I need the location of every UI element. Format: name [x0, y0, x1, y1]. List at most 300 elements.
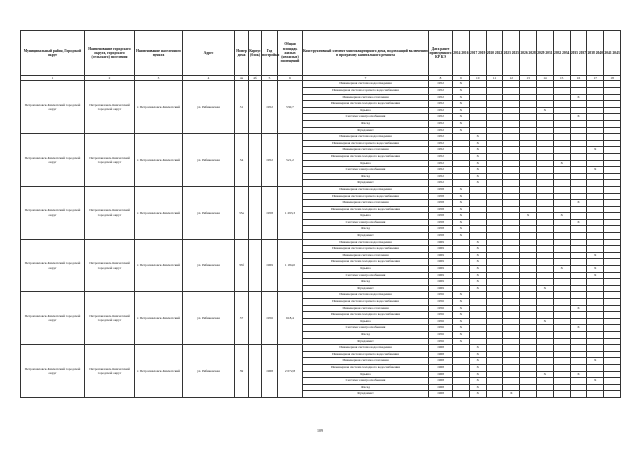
column-number: 12	[503, 76, 520, 81]
element-cell: Фундамент	[303, 285, 429, 292]
period-cell	[604, 226, 621, 233]
period-cell	[453, 378, 470, 385]
period-cell	[536, 147, 553, 154]
period-cell	[553, 81, 570, 88]
column-header: Адрес	[183, 31, 235, 76]
period-cell	[570, 226, 587, 233]
period-cell	[503, 331, 520, 338]
period-cell	[587, 186, 604, 193]
period-cell	[453, 384, 470, 391]
period-cell	[553, 325, 570, 332]
period-cell	[520, 206, 537, 213]
column-header: 2023 2025	[503, 31, 520, 76]
period-cell	[570, 378, 587, 385]
period-cell	[520, 88, 537, 95]
period-cell	[520, 173, 537, 180]
period-cell	[570, 259, 587, 266]
period-cell	[553, 186, 570, 193]
period-cell	[604, 147, 621, 154]
locality-cell: г. Петропавловск-Камчатский	[135, 81, 183, 134]
period-cell	[570, 345, 587, 352]
period-cell	[553, 252, 570, 259]
element-cell: Инженерная система горячего водоснабжения	[303, 351, 429, 358]
prior-repair-date-cell: 1952	[429, 134, 453, 141]
period-mark: X	[453, 292, 470, 299]
period-cell	[486, 364, 503, 371]
period-cell	[486, 384, 503, 391]
period-cell	[604, 371, 621, 378]
period-mark: X	[570, 94, 587, 101]
period-cell	[536, 378, 553, 385]
locality-cell: г. Петропавловск-Камчатский	[135, 186, 183, 239]
period-cell	[486, 226, 503, 233]
period-cell	[503, 384, 520, 391]
address-cell: ул. Рябиковская	[183, 345, 235, 398]
prior-repair-date-cell: 1956	[429, 312, 453, 319]
period-cell	[587, 160, 604, 167]
period-cell	[469, 94, 486, 101]
period-mark: X	[453, 318, 470, 325]
period-cell	[570, 206, 587, 213]
period-mark: X	[469, 252, 486, 259]
period-cell	[486, 378, 503, 385]
period-cell	[553, 206, 570, 213]
block-cell	[249, 239, 262, 292]
element-cell: Инженерная система водоотведения	[303, 81, 429, 88]
period-cell	[503, 252, 520, 259]
column-number: 11	[486, 76, 503, 81]
column-header: Муниципальный район, Городской округ	[21, 31, 85, 76]
period-mark: X	[469, 391, 486, 398]
column-number: 5	[262, 76, 278, 81]
prior-repair-date-cell: 1952	[429, 81, 453, 88]
prior-repair-date-cell: 1958	[429, 200, 453, 207]
period-cell	[604, 292, 621, 299]
prior-repair-date-cell: 1958	[429, 186, 453, 193]
prior-repair-date-cell: 1969	[429, 252, 453, 259]
prior-repair-date-cell: 1968	[429, 358, 453, 365]
prior-repair-date-cell: 1952	[429, 180, 453, 187]
period-cell	[587, 173, 604, 180]
period-cell	[604, 331, 621, 338]
period-mark: X	[469, 173, 486, 180]
column-header: Дата ранее проведенного КР КЭ	[429, 31, 453, 76]
prior-repair-date-cell: 1968	[429, 371, 453, 378]
period-cell	[587, 226, 604, 233]
period-cell	[503, 94, 520, 101]
period-cell	[536, 193, 553, 200]
element-cell: Инженерная система отопления	[303, 200, 429, 207]
element-cell: Инженерная система холодного водоснабжения	[303, 153, 429, 160]
period-cell	[520, 325, 537, 332]
column-number: 17	[587, 76, 604, 81]
period-cell	[553, 173, 570, 180]
house-number-cell: 39	[235, 345, 249, 398]
period-cell	[570, 134, 587, 141]
period-cell	[520, 180, 537, 187]
period-cell	[570, 180, 587, 187]
period-cell	[570, 364, 587, 371]
block-cell	[249, 186, 262, 239]
period-cell	[520, 193, 537, 200]
period-mark: X	[570, 325, 587, 332]
prior-repair-date-cell: 1969	[429, 246, 453, 253]
period-cell	[570, 239, 587, 246]
period-cell	[520, 259, 537, 266]
period-cell	[587, 345, 604, 352]
period-cell	[570, 318, 587, 325]
period-cell	[604, 81, 621, 88]
element-cell: Крыша	[303, 160, 429, 167]
period-cell	[469, 219, 486, 226]
period-cell	[486, 114, 503, 121]
element-cell: Фасад	[303, 331, 429, 338]
period-cell	[570, 358, 587, 365]
period-cell	[503, 299, 520, 306]
period-cell	[536, 252, 553, 259]
period-cell	[520, 358, 537, 365]
period-cell	[536, 94, 553, 101]
period-cell	[587, 94, 604, 101]
period-cell	[587, 292, 604, 299]
period-cell	[503, 285, 520, 292]
build-year-cell: 1958	[262, 186, 278, 239]
period-mark: X	[469, 160, 486, 167]
period-mark: X	[469, 147, 486, 154]
column-number: 2	[85, 76, 135, 81]
prior-repair-date-cell: 1952	[429, 101, 453, 108]
period-cell	[503, 345, 520, 352]
period-cell	[604, 279, 621, 286]
table-row	[21, 292, 621, 299]
prior-repair-date-cell: 1958	[429, 219, 453, 226]
period-cell	[453, 246, 470, 253]
period-cell	[553, 391, 570, 398]
address-cell: ул. Рябиковская	[183, 134, 235, 187]
period-cell	[469, 312, 486, 319]
period-cell	[536, 345, 553, 352]
period-cell	[503, 246, 520, 253]
period-mark: X	[453, 88, 470, 95]
period-cell	[469, 213, 486, 220]
column-header: Конструктивный элемент многоквартирного дома, подлежащий включению в программу капитального ремонта	[303, 31, 429, 76]
period-cell	[604, 259, 621, 266]
column-number: 13	[520, 76, 537, 81]
period-cell	[469, 338, 486, 345]
element-cell: Крыша	[303, 318, 429, 325]
period-cell	[570, 272, 587, 279]
area-cell: 1 293,3	[278, 186, 303, 239]
element-cell: Крыша	[303, 266, 429, 273]
table-row	[21, 186, 621, 193]
prior-repair-date-cell: 1968	[429, 345, 453, 352]
page-number: 109	[317, 428, 323, 433]
element-cell: Инженерная система горячего водоснабжения	[303, 140, 429, 147]
column-header: 2014 2016	[453, 31, 470, 76]
period-cell	[469, 318, 486, 325]
prior-repair-date-cell: 1952	[429, 153, 453, 160]
period-cell	[503, 266, 520, 273]
period-cell	[536, 292, 553, 299]
period-mark: X	[453, 312, 470, 319]
period-cell	[536, 134, 553, 141]
period-cell	[486, 331, 503, 338]
period-cell	[453, 272, 470, 279]
element-cell: Инженерная система водоотведения	[303, 345, 429, 352]
period-cell	[604, 285, 621, 292]
period-cell	[520, 299, 537, 306]
element-cell: Инженерная система водоотведения	[303, 292, 429, 299]
block-cell	[249, 345, 262, 398]
period-cell	[520, 266, 537, 273]
period-cell	[570, 266, 587, 273]
element-cell: Инженерная система отопления	[303, 305, 429, 312]
period-cell	[486, 140, 503, 147]
prior-repair-date-cell: 1952	[429, 120, 453, 127]
period-cell	[469, 305, 486, 312]
period-cell	[469, 81, 486, 88]
period-cell	[520, 147, 537, 154]
period-cell	[553, 292, 570, 299]
period-mark: X	[469, 285, 486, 292]
period-mark: X	[553, 213, 570, 220]
period-cell	[553, 318, 570, 325]
period-cell	[604, 233, 621, 240]
period-cell	[604, 180, 621, 187]
period-cell	[570, 384, 587, 391]
period-cell	[469, 331, 486, 338]
period-cell	[486, 266, 503, 273]
period-cell	[604, 239, 621, 246]
period-cell	[486, 285, 503, 292]
period-cell	[469, 292, 486, 299]
period-cell	[520, 246, 537, 253]
period-cell	[486, 305, 503, 312]
period-cell	[604, 391, 621, 398]
period-mark: X	[469, 371, 486, 378]
period-cell	[520, 279, 537, 286]
build-year-cell: 1956	[262, 292, 278, 345]
period-cell	[520, 252, 537, 259]
period-cell	[587, 391, 604, 398]
period-cell	[536, 233, 553, 240]
house-number-cell: 34	[235, 134, 249, 187]
period-cell	[570, 107, 587, 114]
period-cell	[570, 233, 587, 240]
period-cell	[553, 127, 570, 134]
period-cell	[520, 81, 537, 88]
period-cell	[553, 120, 570, 127]
column-header: 2020 2022	[486, 31, 503, 76]
column-header: Наименование населенного пункта	[135, 31, 183, 76]
period-mark: X	[570, 305, 587, 312]
period-cell	[503, 226, 520, 233]
element-cell: Фасад	[303, 279, 429, 286]
element-cell: Инженерная система холодного водоснабжения	[303, 259, 429, 266]
period-cell	[453, 167, 470, 174]
period-cell	[570, 153, 587, 160]
period-cell	[570, 285, 587, 292]
period-cell	[536, 114, 553, 121]
period-cell	[503, 305, 520, 312]
period-cell	[553, 279, 570, 286]
period-cell	[604, 299, 621, 306]
period-cell	[503, 81, 520, 88]
period-cell	[503, 101, 520, 108]
period-cell	[553, 345, 570, 352]
period-cell	[570, 252, 587, 259]
element-cell: Система электроснабжения	[303, 167, 429, 174]
period-cell	[570, 147, 587, 154]
period-cell	[587, 312, 604, 319]
period-cell	[604, 101, 621, 108]
period-cell	[520, 312, 537, 319]
period-cell	[553, 134, 570, 141]
period-cell	[536, 331, 553, 338]
period-cell	[553, 147, 570, 154]
period-mark: X	[570, 371, 587, 378]
prior-repair-date-cell: 1952	[429, 147, 453, 154]
period-cell	[604, 252, 621, 259]
period-cell	[486, 193, 503, 200]
period-mark: X	[453, 200, 470, 207]
period-cell	[604, 193, 621, 200]
period-cell	[536, 180, 553, 187]
period-mark: X	[469, 180, 486, 187]
period-cell	[486, 219, 503, 226]
element-cell: Фасад	[303, 120, 429, 127]
period-cell	[570, 160, 587, 167]
period-cell	[553, 299, 570, 306]
period-cell	[604, 200, 621, 207]
repair-program-table	[20, 30, 621, 398]
period-cell	[520, 219, 537, 226]
period-mark: X	[453, 219, 470, 226]
period-mark: X	[469, 266, 486, 273]
period-cell	[486, 186, 503, 193]
period-mark: X	[469, 345, 486, 352]
column-header: 2035 2037	[570, 31, 587, 76]
period-cell	[536, 186, 553, 193]
period-cell	[503, 134, 520, 141]
period-cell	[453, 285, 470, 292]
period-cell	[453, 173, 470, 180]
period-mark: X	[453, 101, 470, 108]
period-cell	[536, 101, 553, 108]
prior-repair-date-cell: 1956	[429, 299, 453, 306]
period-cell	[486, 107, 503, 114]
period-cell	[503, 292, 520, 299]
period-mark: X	[453, 325, 470, 332]
element-cell: Инженерная система отопления	[303, 94, 429, 101]
period-cell	[536, 153, 553, 160]
period-cell	[469, 299, 486, 306]
period-mark: X	[453, 299, 470, 306]
period-cell	[520, 351, 537, 358]
period-cell	[486, 358, 503, 365]
period-cell	[486, 81, 503, 88]
period-cell	[520, 160, 537, 167]
period-cell	[570, 279, 587, 286]
prior-repair-date-cell: 1952	[429, 173, 453, 180]
period-cell	[503, 193, 520, 200]
period-cell	[486, 246, 503, 253]
build-year-cell: 1952	[262, 134, 278, 187]
period-cell	[503, 173, 520, 180]
period-cell	[553, 88, 570, 95]
period-cell	[553, 358, 570, 365]
area-cell: 1 184,0	[278, 239, 303, 292]
column-header: 2017 2019	[469, 31, 486, 76]
period-cell	[587, 259, 604, 266]
period-cell	[587, 81, 604, 88]
period-mark: X	[453, 206, 470, 213]
column-number: 16	[570, 76, 587, 81]
period-cell	[520, 167, 537, 174]
prior-repair-date-cell: 1952	[429, 88, 453, 95]
period-cell	[536, 312, 553, 319]
element-cell: Фундамент	[303, 391, 429, 398]
period-mark: X	[453, 127, 470, 134]
period-mark: X	[453, 107, 470, 114]
period-mark: X	[520, 213, 537, 220]
period-cell	[604, 345, 621, 352]
period-cell	[587, 371, 604, 378]
period-cell	[486, 160, 503, 167]
period-mark: X	[587, 378, 604, 385]
period-cell	[604, 246, 621, 253]
period-cell	[536, 127, 553, 134]
period-cell	[486, 279, 503, 286]
period-cell	[520, 120, 537, 127]
table-row	[21, 345, 621, 352]
prior-repair-date-cell: 1952	[429, 167, 453, 174]
period-cell	[503, 312, 520, 319]
period-cell	[453, 160, 470, 167]
address-cell: ул. Рябиковская	[183, 81, 235, 134]
period-cell	[604, 160, 621, 167]
period-cell	[553, 331, 570, 338]
municipality-cell: Петропавловск-Камчатский городской округ	[85, 345, 135, 398]
period-mark: X	[536, 371, 553, 378]
period-cell	[570, 167, 587, 174]
period-cell	[553, 259, 570, 266]
period-cell	[587, 200, 604, 207]
district-cell: Петропавловск-Камчатский городской округ	[21, 292, 85, 345]
element-cell: Фундамент	[303, 180, 429, 187]
period-mark: X	[453, 81, 470, 88]
period-cell	[520, 338, 537, 345]
period-cell	[520, 292, 537, 299]
element-cell: Крыша	[303, 371, 429, 378]
period-cell	[520, 233, 537, 240]
period-cell	[587, 325, 604, 332]
period-cell	[604, 140, 621, 147]
period-cell	[469, 186, 486, 193]
column-number: 3	[135, 76, 183, 81]
period-cell	[486, 88, 503, 95]
period-cell	[587, 279, 604, 286]
period-cell	[536, 266, 553, 273]
period-cell	[587, 180, 604, 187]
period-cell	[570, 193, 587, 200]
element-cell: Инженерная система горячего водоснабжения	[303, 193, 429, 200]
period-cell	[604, 325, 621, 332]
period-cell	[486, 351, 503, 358]
period-cell	[520, 134, 537, 141]
element-cell: Инженерная система водоотведения	[303, 186, 429, 193]
period-cell	[469, 325, 486, 332]
